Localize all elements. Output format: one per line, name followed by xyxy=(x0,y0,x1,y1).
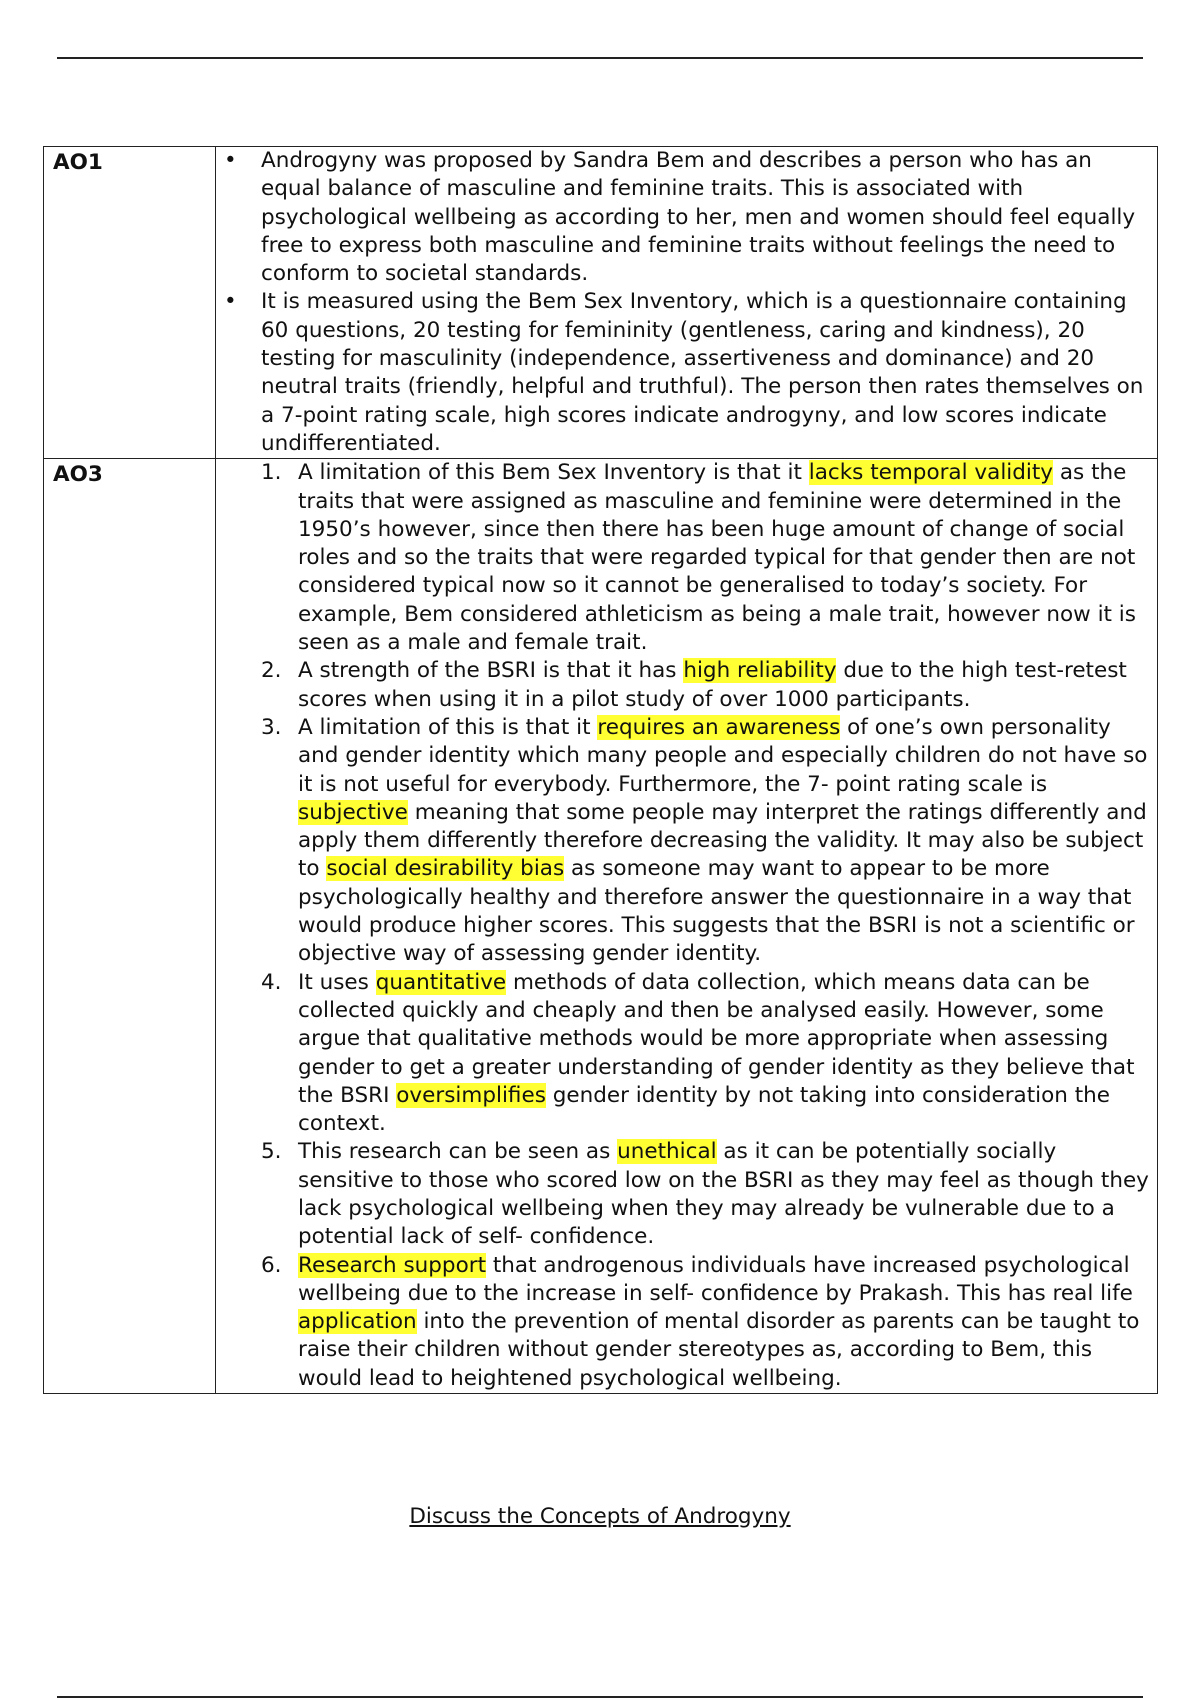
ao3-point-item xyxy=(216,459,1157,657)
ao3-point-item xyxy=(216,657,1157,714)
ao3-point-text: that androgenous individuals have increased psychological wellbeing due to the increase in self- confidence by Prakash. This has real life xyxy=(298,1252,1133,1306)
ao3-point-number: 4. xyxy=(261,969,282,995)
ao3-content xyxy=(216,459,1158,1394)
ao3-point-number: 3. xyxy=(261,714,282,740)
highlighted-term: quantitative xyxy=(375,969,507,995)
ao3-point-text: into the prevention of mental disorder as parents can be taught to raise their children without gender stereotypes as, according to Bem, this would lead to heightened psychological wellbeing. xyxy=(298,1309,1140,1391)
ao3-point-item xyxy=(216,714,1157,969)
ao3-numbered-list xyxy=(216,459,1157,1393)
ao3-point-text: A limitation of this Bem Sex Inventory is that it xyxy=(298,460,809,486)
highlighted-term: lacks temporal validity xyxy=(808,460,1054,486)
ao3-point-number: 2. xyxy=(261,658,282,684)
ao3-label: AO3 xyxy=(44,459,216,1394)
highlighted-term: social desirability bias xyxy=(326,856,565,882)
footer-rule xyxy=(57,1696,1143,1698)
ao1-bullet-item xyxy=(216,288,1157,458)
ao3-point-text: due to the high test-retest scores when using it in a pilot study of over 1000 participants. xyxy=(298,658,1127,712)
ao3-point-text: This research can be seen as xyxy=(298,1139,618,1165)
highlighted-term: oversimplifies xyxy=(396,1082,546,1108)
ao1-bullet-text: It is measured using the Bem Sex Inventory, which is a questionnaire containing 60 questions, 20 testing for femininity (gentleness, caring and kindness), 20 testing for masculinity (independence, assertiveness and dominance) and 20 neutral traits (friendly, helpful and truthful). The person then rates themselves on a 7-point rating scale, high scores indicate androgyny, and low scores indicate undifferentiated. xyxy=(261,289,1144,456)
highlighted-term: subjective xyxy=(298,799,408,825)
ao1-bullet-item xyxy=(216,147,1157,288)
ao1-row xyxy=(44,147,1158,459)
highlighted-term: application xyxy=(298,1309,417,1335)
ao3-point-text: gender identity by not taking into consideration the context. xyxy=(298,1082,1111,1137)
ao1-content xyxy=(216,147,1158,459)
ao3-point-item xyxy=(216,1252,1157,1393)
highlighted-term: requires an awareness xyxy=(597,714,841,740)
notes-table xyxy=(43,146,1158,1394)
ao3-point-text: meaning that some people may interpret the ratings differently and apply them differently therefore decreasing the validity. It may also be subject to xyxy=(298,799,1147,882)
highlighted-term: high reliability xyxy=(683,658,837,684)
ao3-point-number: 1. xyxy=(261,460,282,486)
ao3-point-item xyxy=(216,969,1157,1139)
bullet-dot-icon: • xyxy=(224,289,237,315)
ao3-point-text: as the traits that were assigned as masculine and feminine were determined in the 1950’s however, since then there has been huge amount of change of social roles and so the traits that were regarded typical for that gender then are not considered typical now so it cannot be generalised to today’s society. For example, Bem considered athleticism as being a male trait, however now it is seen as a male and female trait. xyxy=(298,460,1136,656)
bullet-dot-icon: • xyxy=(224,148,237,173)
ao3-point-number: 6. xyxy=(261,1252,282,1278)
ao1-label: AO1 xyxy=(44,147,216,459)
ao3-point-text: methods of data collection, which means data can be collected quickly and cheaply and then be analysed easily. However, some argue that qualitative methods would be more appropriate when assessing gender to get a greater understanding of gender identity as they believe that the BSRI xyxy=(298,969,1135,1108)
highlighted-term: unethical xyxy=(617,1139,717,1165)
document-title: Discuss the Concepts of Androgyny xyxy=(409,1504,791,1529)
ao1-bullet-list xyxy=(216,147,1157,458)
ao3-point-text: as someone may want to appear to be more psychologically healthy and therefore answer the questionnaire in a way that would produce higher scores. This suggests that the BSRI is not a scientific or objective way of assessing gender identity. xyxy=(298,856,1135,967)
ao3-point-number: 5. xyxy=(261,1139,282,1165)
ao3-point-text: as it can be potentially socially sensitive to those who scored low on the BSRI as they may feel as though they lack psychological wellbeing when they may already be vulnerable due to a potential lack of self- confidence. xyxy=(298,1139,1149,1250)
ao3-point-text: A limitation of this is that it xyxy=(298,714,598,740)
ao3-point-text: A strength of the BSRI is that it has xyxy=(298,658,684,684)
ao3-point-item xyxy=(216,1138,1157,1251)
header-rule xyxy=(57,57,1143,59)
highlighted-term: Research support xyxy=(298,1252,486,1278)
ao3-point-text: It uses xyxy=(298,969,376,995)
ao3-row xyxy=(44,459,1158,1394)
ao3-point-text: of one’s own personality and gender identity which many people and especially children do not have so it is not useful for everybody. Furthermore, the 7- point rating scale is xyxy=(298,714,1148,797)
ao1-bullet-text: Androgyny was proposed by Sandra Bem and describes a person who has an equal balance of masculine and feminine traits. This is associated with psychological wellbeing as according to her, men and women should feel equally free to express both masculine and feminine traits without feelings the need to conform to societal standards. xyxy=(261,148,1136,287)
